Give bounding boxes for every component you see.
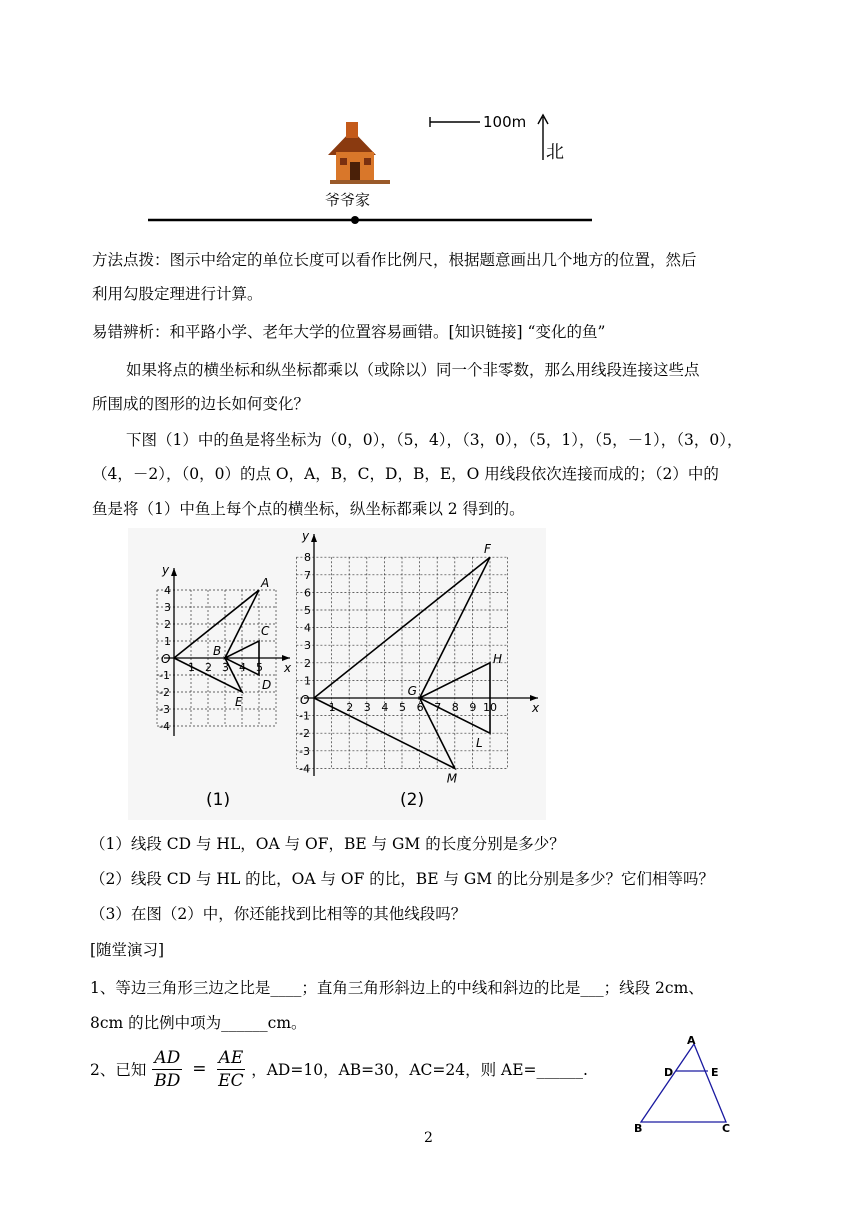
triangle-label-d: D: [664, 1066, 674, 1079]
frac2-numerator: AE: [218, 1047, 244, 1068]
fig2-y-tick: -2: [299, 727, 310, 741]
frac1-denominator: BD: [154, 1070, 181, 1091]
fish-figure-1: [128, 528, 298, 768]
fig2-x-tick: 10: [483, 701, 497, 714]
fig2-x-tick: 4: [381, 701, 389, 714]
page-number: 2: [424, 1130, 433, 1146]
triangle-figure: [628, 1034, 740, 1134]
triangle-label-a: A: [687, 1034, 696, 1047]
practice-item1-line1: 1、等边三角形三边之比是____；直角三角形斜边上的中线和斜边的比是___；线段 2cm、: [90, 979, 704, 997]
intro-p1-line2: 所围成的图形的边长如何变化？: [92, 395, 310, 413]
fig1-x-tick: 2: [205, 661, 212, 674]
method-tip-line1: 方法点拨：图示中给定的单位长度可以看作比例尺，根据题意画出几个地方的位置，然后: [92, 251, 697, 269]
scale-label: 100m: [483, 113, 527, 131]
fig2-y-axis-label: y: [302, 529, 310, 543]
intro-p2-line2: （4，－2），（0，0）的点 O，A，B，C，D，B，E，O 用线段依次连接而成的；（2）中的: [92, 465, 719, 483]
fig2-y-tick: 4: [304, 621, 311, 635]
frac1-numerator: AD: [154, 1047, 181, 1068]
item2-prefix: 2、已知: [90, 1061, 147, 1079]
fig2-point-m: M: [446, 771, 458, 786]
fraction-ae-ec: [217, 1047, 246, 1092]
frac2-denominator: EC: [218, 1070, 244, 1091]
fig2-y-tick: -4: [299, 762, 310, 776]
fig1-point-o: O: [161, 652, 171, 666]
intro-p2-line3: 鱼是将（1）中鱼上每个点的横坐标，纵坐标都乘以 2 得到的。: [92, 500, 525, 518]
fig2-x-tick: 6: [416, 701, 424, 714]
question-3: （3）在图（2）中，你还能找到比相等的其他线段吗？: [90, 905, 467, 923]
practice-heading: [随堂演习]: [90, 941, 165, 959]
fig1-point-c: C: [261, 624, 270, 638]
fig1-y-tick: 2: [164, 618, 171, 631]
fig2-point-h: H: [493, 651, 503, 666]
fig2-y-tick: -3: [299, 744, 310, 758]
fig2-point-f: F: [484, 542, 491, 557]
fig2-y-tick: 3: [304, 639, 311, 653]
triangle-label-e: E: [711, 1066, 719, 1079]
fig1-y-arrow: [171, 568, 177, 576]
method-tip-line2: 利用勾股定理进行计算。: [92, 285, 263, 303]
fig2-y-tick: 5: [304, 604, 311, 617]
fig2-point-l: L: [476, 736, 483, 751]
error-tip-line: 易错辨析：和平路小学、老年大学的位置容易画错。[知识链接] “变化的鱼”: [92, 323, 606, 341]
fig2-y-tick: 2: [304, 656, 311, 670]
fig2-x-tick: 1: [328, 701, 336, 714]
fraction-ad-bd: [152, 1047, 182, 1092]
triangle-label-c: C: [722, 1122, 731, 1135]
fig1-point-d: D: [262, 678, 272, 692]
fig2-x-tick: 5: [399, 701, 406, 714]
intro-p2-line1: 下图（1）中的鱼是将坐标为（0，0），（5，4），（3，0），（5，1），（5，－1），（3，0），: [126, 431, 743, 449]
fig2-point-o: O: [300, 693, 310, 707]
fig1-y-axis-label: y: [162, 563, 170, 577]
fig2-x-tick: 8: [451, 701, 459, 714]
fig1-x-tick: 3: [222, 661, 229, 674]
house-icon: [328, 122, 390, 184]
fig2-y-tick: 6: [304, 586, 311, 600]
fig2-y-tick: 7: [304, 568, 311, 582]
figure-2-caption: (2): [400, 790, 425, 810]
fig2-y-tick: 1: [304, 674, 311, 688]
item2-suffix: ，AD=10，AB=30，AC=24，则 AE=______.: [251, 1061, 588, 1079]
fig1-point-a: A: [261, 576, 270, 590]
fig1-point-b: B: [213, 644, 222, 658]
fig1-y-tick: -3: [159, 703, 170, 716]
fig2-y-arrow: [311, 534, 317, 542]
fig1-y-tick: -4: [159, 720, 170, 733]
fig1-y-tick: -1: [159, 669, 170, 682]
map-illustration: [140, 100, 600, 235]
practice-item2: [90, 1044, 588, 1094]
fig1-y-tick: 3: [164, 601, 171, 614]
fig1-y-tick: 1: [164, 635, 171, 648]
fish-figure-2: [290, 528, 546, 798]
fig1-point-e: E: [235, 695, 243, 709]
question-1: （1）线段 CD 与 HL，OA 与 OF，BE 与 GM 的长度分别是多少？: [90, 835, 565, 853]
fig1-y-tick: -2: [159, 686, 170, 699]
fig1-y-tick: 4: [164, 584, 171, 597]
home-label: 爷爷家: [325, 191, 371, 209]
fig2-x-tick: 9: [469, 701, 477, 714]
fig2-y-tick: -1: [299, 709, 310, 723]
fig1-x-tick: 5: [256, 661, 263, 674]
fig1-x-tick: 4: [239, 661, 246, 674]
fig1-x-tick: 1: [188, 661, 195, 674]
equals-sign: =: [192, 1059, 207, 1079]
fig1-x-axis-label: x: [284, 661, 292, 675]
fig2-y-tick: 8: [304, 551, 311, 565]
question-2: （2）线段 CD 与 HL 的比，OA 与 OF 的比，BE 与 GM 的比分别是多少？它们相等吗？: [90, 870, 715, 888]
triangle-label-b: B: [634, 1122, 643, 1135]
fig2-x-axis-label: x: [532, 701, 540, 715]
fig2-x-tick: 3: [363, 701, 371, 714]
fig2-x-tick: 2: [346, 701, 354, 714]
home-marker: [351, 216, 359, 224]
practice-item1-line2: 8cm 的比例中项为______cm。: [90, 1014, 307, 1032]
intro-p1-line1: 如果将点的横坐标和纵坐标都乘以（或除以）同一个非零数，那么用线段连接这些点: [126, 361, 700, 379]
fig2-point-g: G: [407, 684, 417, 698]
fig2-x-tick: 7: [434, 701, 442, 714]
north-label: 北: [546, 142, 564, 163]
figure-1-caption: (1): [206, 790, 231, 810]
